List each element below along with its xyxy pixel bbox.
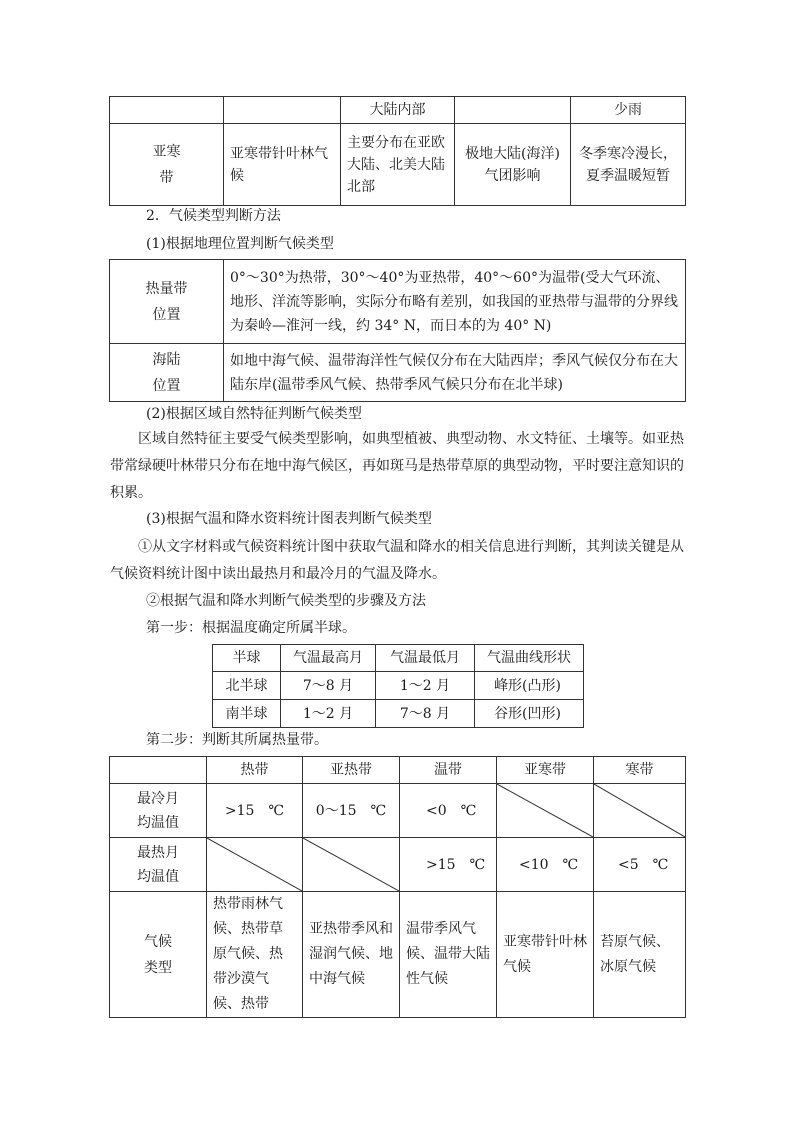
- table-cell: 温带季风气候、温带大陆性气候: [400, 892, 497, 1018]
- distribution-cell: 主要分布在亚欧大陆、北美大陆北部: [341, 124, 455, 206]
- table-cell: 北半球: [213, 672, 281, 700]
- header-cell: 亚热带: [303, 757, 400, 784]
- row-label: 气候 类型: [110, 892, 207, 1018]
- table-cell: 少雨: [571, 97, 686, 124]
- paragraph: ②根据气温和降水判断气候类型的步骤及方法: [146, 593, 426, 609]
- header-cell: 热带: [207, 757, 303, 784]
- climate-cell: 亚寒带针叶林气候: [224, 124, 341, 206]
- section-heading: 2．气候类型判断方法: [146, 208, 281, 224]
- paragraph: ①从文字材料或气候资料统计图中获取气温和降水的相关信息进行判断，其判读关键是从气候资料统计图中读出最热月和最冷月的气温及降水。: [110, 539, 684, 582]
- table-cell: 0～15 ℃: [303, 784, 400, 838]
- features-cell: 冬季寒冷漫长，夏季温暖短暂: [571, 124, 686, 206]
- table-cell: 南半球: [213, 700, 281, 728]
- table-cell: 峰形(凸形): [475, 672, 584, 700]
- climate-table-continued: [109, 96, 686, 206]
- subsection-heading: (3)根据气温和降水资料统计图表判断气候类型: [146, 511, 432, 527]
- table-cell: 热带雨林气候、热带草原气候、热带沙漠气候、热带: [207, 892, 303, 1018]
- table-cell: 1～2 月: [281, 700, 376, 728]
- header-cell: 温带: [400, 757, 497, 784]
- cause-cell: 极地大陆(海洋)气团影响: [455, 124, 571, 206]
- subsection-heading: (2)根据区域自然特征判断气候类型: [146, 406, 362, 422]
- header-cell: 半球: [213, 645, 281, 672]
- header-cell: [110, 757, 207, 784]
- table-cell: [110, 97, 224, 124]
- table-cell: <10 ℃: [497, 838, 594, 892]
- table-cell: 7～8 月: [376, 700, 475, 728]
- paragraph: 区域自然特征主要受气候类型影响，如典型植被、典型动物、水文特征、土壤等。如亚热带常绿硬叶林带只分布在地中海气候区，再如斑马是热带草原的典型动物，平时要注意知识的积累。: [110, 431, 684, 501]
- table-cell: 亚寒带针叶林气候: [497, 892, 594, 1018]
- location-table: [109, 259, 686, 402]
- table-cell: <0 ℃: [400, 784, 497, 838]
- table-cell: 苔原气候、冰原气候: [594, 892, 686, 1018]
- table-cell: 亚热带季风和湿润气候、地中海气候: [303, 892, 400, 1018]
- table-cell: 1～2 月: [376, 672, 475, 700]
- header-cell: 寒带: [594, 757, 686, 784]
- row-label: 热量带 位置: [110, 260, 224, 344]
- row-text: 如地中海气候、温带海洋性气候仅分布在大陆西岸；季风气候仅分布在大陆东岸(温带季风气候、热带季风气候只分布在北半球): [224, 344, 686, 402]
- header-cell: 气温最高月: [281, 645, 376, 672]
- hemisphere-table: [212, 644, 584, 728]
- table-cell: [224, 97, 341, 124]
- subsection-heading: (1)根据地理位置判断气候类型: [146, 236, 334, 252]
- table-cell: <5 ℃: [594, 838, 686, 892]
- diagonal-cell: [207, 838, 303, 892]
- diagonal-cell: [303, 838, 400, 892]
- diagonal-cell: [594, 784, 686, 838]
- step-label: 第二步：判断其所属热量带。: [146, 732, 328, 748]
- table-cell: 7～8 月: [281, 672, 376, 700]
- table-cell: 谷形(凹形): [475, 700, 584, 728]
- header-cell: 亚寒带: [497, 757, 594, 784]
- header-cell: 气温最低月: [376, 645, 475, 672]
- row-label: 最冷月 均温值: [110, 784, 207, 838]
- heat-zone-table: [109, 756, 686, 1018]
- table-cell: 大陆内部: [341, 97, 455, 124]
- table-cell: >15 ℃: [207, 784, 303, 838]
- row-text: 0°～30°为热带，30°～40°为亚热带，40°～60°为温带(受大气环流、地形、洋流等影响，实际分布略有差别，如我国的亚热带与温带的分界线为秦岭—淮河一线，约 34° N，而日本的为 40° N): [224, 260, 686, 344]
- table-cell: >15 ℃: [400, 838, 497, 892]
- diagonal-cell: [497, 784, 594, 838]
- header-cell: 气温曲线形状: [475, 645, 584, 672]
- row-label: 最热月 均温值: [110, 838, 207, 892]
- row-label: 海陆 位置: [110, 344, 224, 402]
- step-label: 第一步：根据温度确定所属半球。: [146, 620, 356, 636]
- zone-cell: 亚寒 带: [110, 124, 224, 206]
- table-cell: [455, 97, 571, 124]
